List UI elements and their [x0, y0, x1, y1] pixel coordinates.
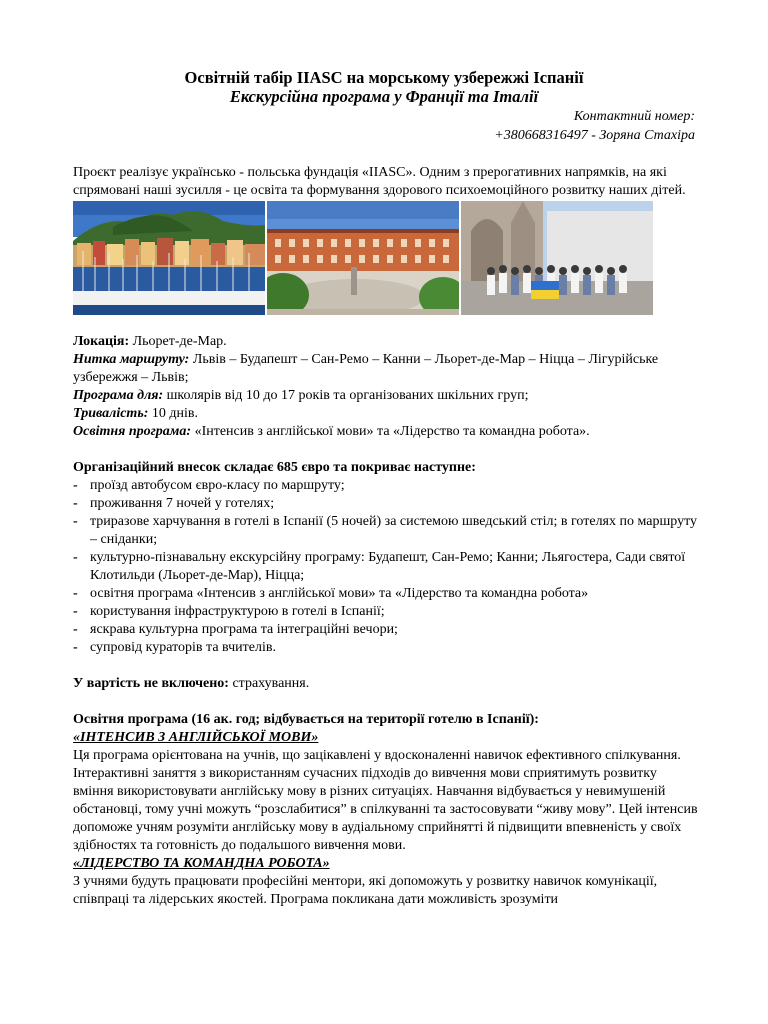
document-subtitle: Екскурсійна програма у Франції та Італії — [229, 87, 539, 106]
detail-value: Львів – Будапешт – Сан-Ремо – Канни – Льорет-де-Мар – Ніцца – Лігурійське узбережжя – Львів; — [73, 352, 659, 385]
list-item: - проїзд автобусом євро-класу по маршруту; — [73, 477, 698, 495]
contact-value: +380668316497 - Зоряна Стахіра — [494, 128, 695, 143]
detail-label: Тривалість: — [73, 406, 149, 421]
detail-label: Локація: — [73, 334, 130, 349]
photo-group — [461, 201, 653, 315]
list-item: - яскрава культурна програма та інтеграційні вечори; — [73, 621, 698, 639]
list-item: - триразове харчування в готелі в Іспанії (5 ночей) за системою шведський стіл; в готелях по маршруту – сніданки; — [73, 513, 698, 549]
photo-harbor — [73, 201, 265, 315]
document-title: Освітній табір ІІASC на морському узбережжі Іспанії — [184, 68, 584, 87]
detail-label: Освітня програма: — [73, 424, 192, 439]
list-item: - культурно-пізнавальну екскурсійну програму: Будапешт, Сан-Ремо; Канни; Льягостера, Сади святої Клотильди (Льорет-де-Мар), Ніцца; — [73, 549, 698, 585]
document-body — [73, 164, 698, 909]
detail-value: «Інтенсив з англійської мови» та «Лідерство та командна робота». — [191, 424, 590, 439]
list-item: - проживання 7 ночей у готелях; — [73, 495, 698, 513]
list-item: - освітня програма «Інтенсив з англійської мови» та «Лідерство та командна робота» — [73, 585, 698, 603]
detail-label: Нитка маршруту: — [73, 352, 190, 367]
list-item: - супровід кураторів та вчителів. — [73, 639, 698, 657]
education-heading: Освітня програма (16 ак. год; відбувається на території готелю в Іспанії): — [73, 712, 539, 727]
photo-strip — [73, 201, 698, 315]
english-block-text: Ця програма орієнтована на учнів, що зацікавлені у вдосконаленні навичок ефективного спілкування. Інтерактивні заняття з використанням сучасних підходів до вивчення мови сприятимуть розвитку вміння використовувати англійську мову в різних ситуаціях. Навчання відбувається у невимушеній обстановці, тому учні можуть “розслабитися” в спілкуванні та застосовувати “живу мову”. Цей інтенсив допоможе учням розуміти англійську мову в аудіальному сприйнятті й підвищити впевненість у своїх здібностях та готовність до подальшого вивчення мови. — [73, 748, 698, 853]
detail-route — [73, 351, 698, 387]
not-included-label: У вартість не включено: — [73, 676, 229, 691]
fee-heading: Організаційний внесок складає 685 євро та покриває наступне: — [73, 460, 476, 475]
list-item: - користування інфраструктурою в готелі в Іспанії; — [73, 603, 698, 621]
contact-label: Контактний номер: — [573, 109, 695, 124]
detail-value: школярів від 10 до 17 років та організованих шкільних груп; — [163, 388, 529, 403]
detail-duration — [73, 405, 698, 423]
not-included-value: страхування. — [228, 676, 310, 691]
fee-list — [73, 477, 698, 657]
intro-paragraph: Проєкт реалізує українсько - польська фундація «ІІASC». Одним з прерогативних напрямків, на які спрямовані наші зусилля - це освіта та формування здорового психоемоційного розвитку наших дітей. — [73, 165, 686, 198]
photo-city-square — [267, 201, 459, 315]
detail-value: 10 днів. — [148, 406, 199, 421]
detail-audience — [73, 387, 698, 405]
detail-education — [73, 423, 698, 441]
contact-block — [494, 107, 695, 145]
leadership-block-title: «ЛІДЕРСТВО ТА КОМАНДНА РОБОТА» — [73, 856, 330, 871]
leadership-block-text: З учнями будуть працювати професійні ментори, які допоможуть у розвитку навичок комунікації, співпраці та лідерських якостей. Програма покликана дати можливість зрозуміти — [73, 874, 658, 907]
not-included — [73, 675, 698, 693]
detail-label: Програма для: — [73, 388, 164, 403]
english-block-title: «ІНТЕНСИВ З АНГЛІЙСЬКОЇ МОВИ» — [73, 730, 319, 745]
detail-location — [73, 333, 698, 351]
detail-value: Льорет-де-Мар. — [129, 334, 227, 349]
details-block — [73, 333, 698, 441]
